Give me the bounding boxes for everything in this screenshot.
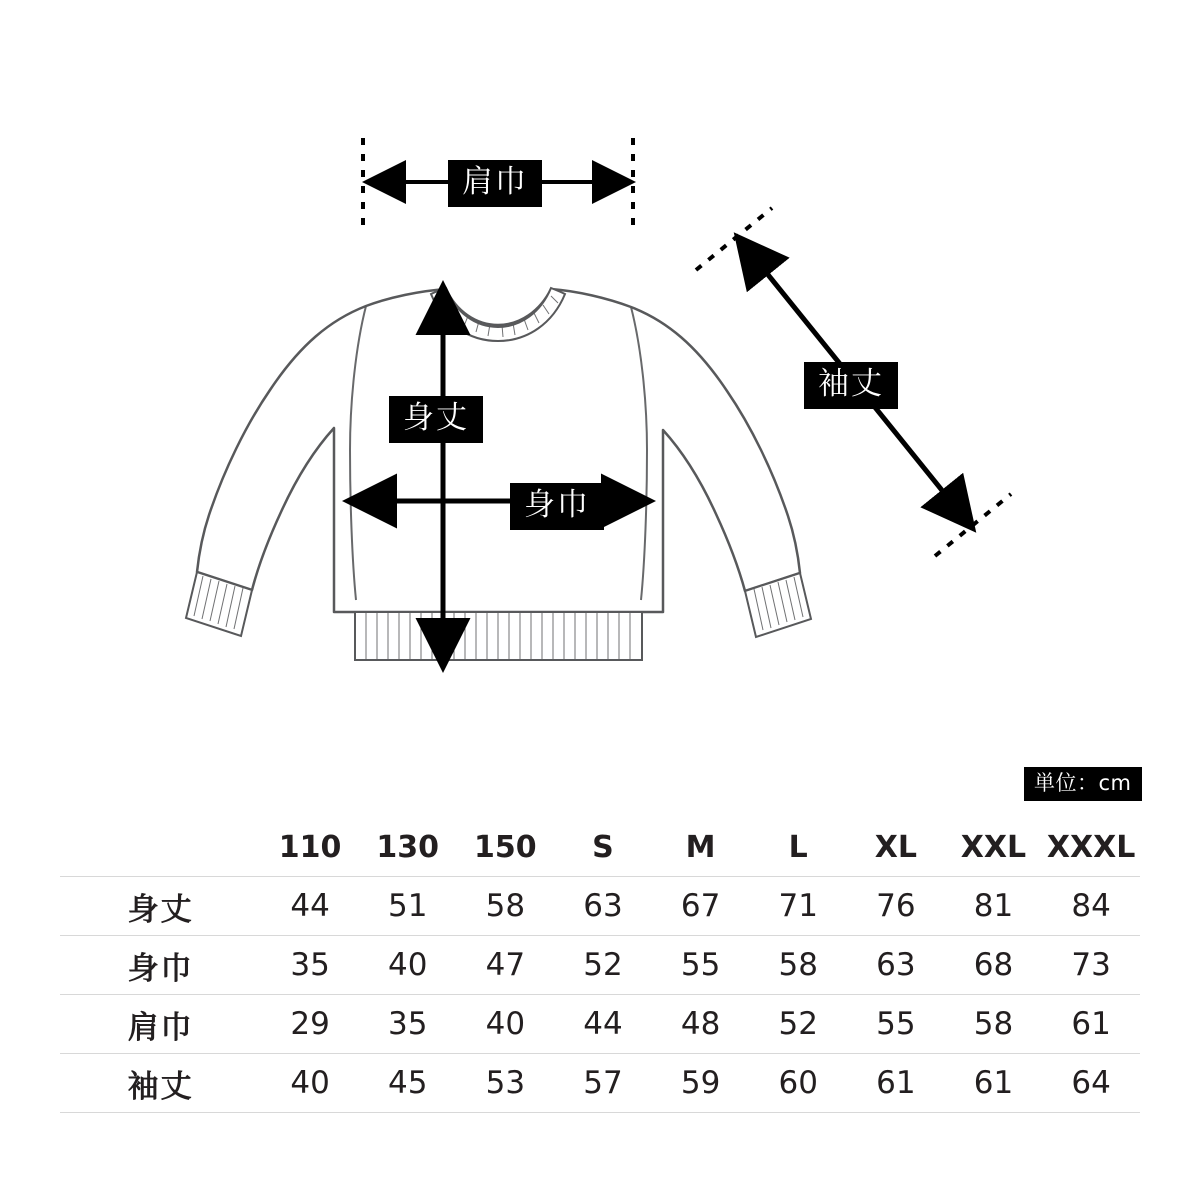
row-header-shoulder-width: 肩巾 bbox=[127, 1009, 194, 1046]
size-table bbox=[60, 818, 1140, 1113]
label-body-width: 身巾 bbox=[510, 483, 604, 530]
col-header-xxxl: XXXL bbox=[1046, 829, 1136, 865]
table-row bbox=[60, 1054, 1140, 1113]
cell-shoulder-width-s: 44 bbox=[583, 1006, 623, 1042]
row-header-body-length: 身丈 bbox=[127, 891, 194, 928]
row-header-body-width: 身巾 bbox=[127, 950, 194, 987]
cell-sleeve-length-xxl: 61 bbox=[973, 1065, 1014, 1101]
cell-body-length-xxxl: 84 bbox=[1071, 888, 1111, 924]
col-header-xl: XL bbox=[874, 829, 917, 865]
unit-badge: 単位：cm bbox=[1024, 767, 1142, 801]
cell-sleeve-length-l: 60 bbox=[778, 1065, 818, 1101]
cell-sleeve-length-110: 40 bbox=[290, 1065, 330, 1101]
cell-body-width-xxl: 68 bbox=[973, 947, 1014, 983]
col-header-130: 130 bbox=[376, 829, 440, 865]
cell-body-width-l: 58 bbox=[778, 947, 818, 983]
cell-body-width-130: 40 bbox=[388, 947, 428, 983]
cell-sleeve-length-150: 53 bbox=[485, 1065, 526, 1101]
col-header-xxl: XXL bbox=[960, 829, 1027, 865]
cell-body-length-m: 67 bbox=[680, 888, 721, 924]
cell-shoulder-width-l: 52 bbox=[778, 1006, 818, 1042]
cell-shoulder-width-110: 29 bbox=[290, 1006, 330, 1042]
table-corner-cell bbox=[60, 818, 261, 877]
col-header-150: 150 bbox=[474, 829, 537, 865]
table-row bbox=[60, 995, 1140, 1054]
cell-body-width-m: 55 bbox=[680, 947, 721, 983]
cell-sleeve-length-130: 45 bbox=[388, 1065, 428, 1101]
cell-body-width-s: 52 bbox=[583, 947, 623, 983]
cell-body-width-150: 47 bbox=[485, 947, 526, 983]
cell-shoulder-width-xxl: 58 bbox=[973, 1006, 1014, 1042]
cell-shoulder-width-150: 40 bbox=[485, 1006, 526, 1042]
cell-body-length-s: 63 bbox=[583, 888, 623, 924]
label-body-length: 身丈 bbox=[389, 396, 483, 443]
cell-body-length-xxl: 81 bbox=[973, 888, 1014, 924]
cell-shoulder-width-xxxl: 61 bbox=[1071, 1006, 1111, 1042]
cell-shoulder-width-xl: 55 bbox=[876, 1006, 916, 1042]
cell-body-length-l: 71 bbox=[778, 888, 818, 924]
col-header-l: L bbox=[788, 829, 808, 865]
row-header-sleeve-length: 袖丈 bbox=[127, 1068, 194, 1105]
label-shoulder-width: 肩巾 bbox=[448, 160, 542, 207]
cell-sleeve-length-s: 57 bbox=[583, 1065, 623, 1101]
cell-body-width-110: 35 bbox=[290, 947, 330, 983]
col-header-110: 110 bbox=[278, 829, 342, 865]
col-header-m: M bbox=[685, 829, 716, 865]
cell-sleeve-length-m: 59 bbox=[680, 1065, 721, 1101]
table-row bbox=[60, 936, 1140, 995]
size-table-body bbox=[60, 877, 1140, 1113]
col-header-s: S bbox=[592, 829, 614, 865]
cell-body-length-130: 51 bbox=[388, 888, 428, 924]
cell-shoulder-width-130: 35 bbox=[388, 1006, 428, 1042]
cell-body-width-xxxl: 73 bbox=[1071, 947, 1111, 983]
table-header-row bbox=[60, 818, 1140, 877]
cell-body-length-xl: 76 bbox=[876, 888, 916, 924]
cell-sleeve-length-xl: 61 bbox=[876, 1065, 916, 1101]
label-sleeve-length: 袖丈 bbox=[804, 362, 898, 409]
cell-sleeve-length-xxxl: 64 bbox=[1071, 1065, 1111, 1101]
cell-body-width-xl: 63 bbox=[876, 947, 916, 983]
size-table-head bbox=[60, 818, 1140, 877]
cell-body-length-110: 44 bbox=[290, 888, 330, 924]
table-row bbox=[60, 877, 1140, 936]
cell-shoulder-width-m: 48 bbox=[680, 1006, 721, 1042]
cell-body-length-150: 58 bbox=[485, 888, 526, 924]
